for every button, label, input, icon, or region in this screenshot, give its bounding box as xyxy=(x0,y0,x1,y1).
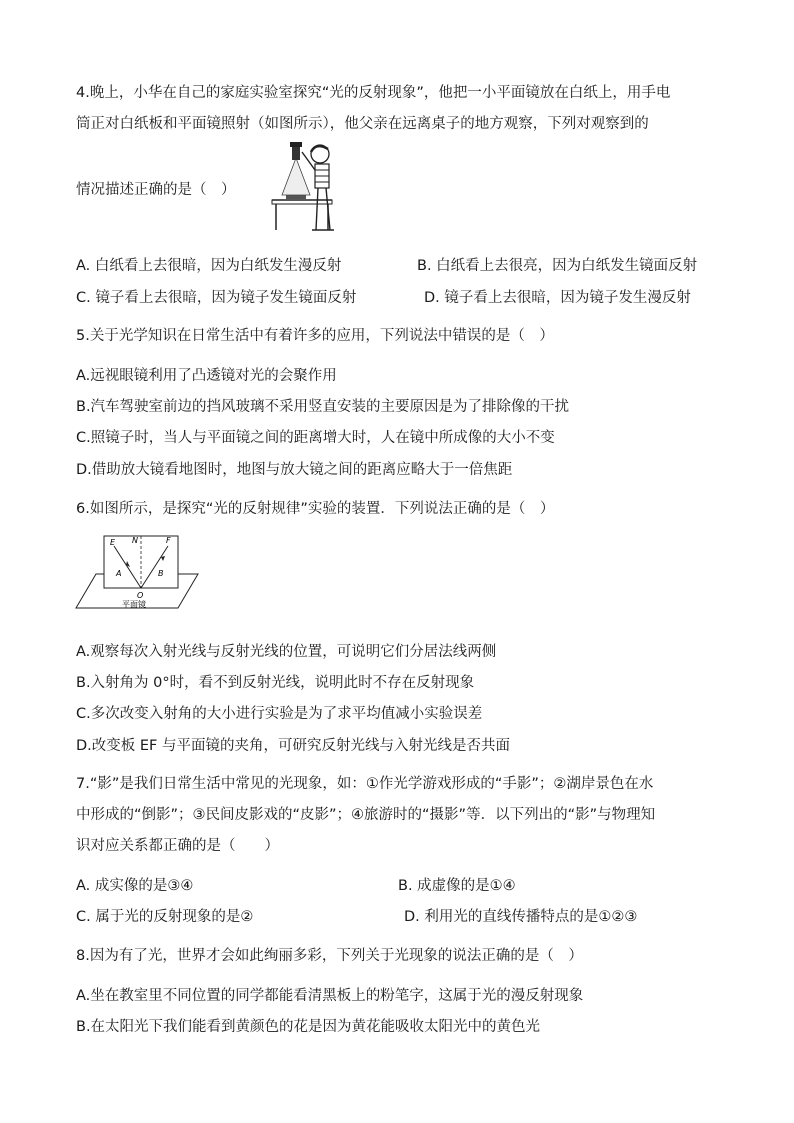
q8-option-a: A.坐在教室里不同位置的同学都能看清黑板上的粉笔字，这属于光的漫反射现象 xyxy=(76,988,584,1004)
q8-option-b: B.在太阳光下我们能看到黄颜色的花是因为黄花能吸收太阳光中的黄色光 xyxy=(76,1019,541,1035)
q7-stem-line-1: 7.“影”是我们日常生活中常见的光现象，如：①作光学游戏形成的“手影”；②湖岸景色在水 xyxy=(76,776,654,792)
label-o: O xyxy=(137,591,144,600)
q8-stem: 8.因为有了光，世界才会如此绚丽多彩，下列关于光现象的说法正确的是（ ） xyxy=(76,948,583,964)
q6-option-c: C.多次改变入射角的大小进行实验是为了求平均值减小实验误差 xyxy=(76,706,483,722)
q6-stem: 6.如图所示，是探究“光的反射规律”实验的装置．下列说法正确的是（ ） xyxy=(76,501,555,517)
q4-option-c: C. 镜子看上去很暗，因为镜子发生镜面反射 xyxy=(76,290,357,306)
q7-option-c: C. 属于光的反射现象的是② xyxy=(76,909,254,925)
q4-option-d: D. 镜子看上去很暗，因为镜子发生漫反射 xyxy=(424,290,691,306)
q7-stem-line-3: 识对应关系都正确的是（ ） xyxy=(76,838,279,854)
q7-option-a: A. 成实像的是③④ xyxy=(76,878,194,894)
q7-option-d: D. 利用光的直线传播特点的是①②③ xyxy=(404,909,638,925)
label-n: N xyxy=(132,536,138,545)
q6-option-d: D.改变板 EF 与平面镜的夹角，可研究反射光线与入射光线是否共面 xyxy=(76,738,510,754)
q4-option-a: A. 白纸看上去很暗，因为白纸发生漫反射 xyxy=(76,258,342,274)
q7-stem-line-2: 中形成的“倒影”；③民间皮影戏的“皮影”；④旅游时的“摄影”等．以下列出的“影”与物理知 xyxy=(76,807,656,823)
label-f: F xyxy=(166,536,171,545)
q4-stem-line-1: 4.晚上，小华在自己的家庭实验室探究“光的反射现象”，他把一小平面镜放在白纸上，用手电 xyxy=(76,85,671,101)
q6-option-b: B.入射角为 0°时，看不到反射光线，说明此时不存在反射现象 xyxy=(76,675,475,691)
q5-option-c: C.照镜子时，当人与平面镜之间的距离增大时，人在镜中所成像的大小不变 xyxy=(76,430,555,446)
q5-option-b: B.汽车驾驶室前边的挡风玻璃不采用竖直安装的主要原因是为了排除像的干扰 xyxy=(76,399,570,415)
flashlight-mirror-illustration xyxy=(270,140,360,232)
reflection-law-apparatus-diagram xyxy=(74,532,200,616)
q6-option-a: A.观察每次入射光线与反射光线的位置，可说明它们分居法线两侧 xyxy=(76,644,497,660)
q5-stem: 5.关于光学知识在日常生活中有着许多的应用，下列说法中错误的是（ ） xyxy=(76,328,554,344)
q4-stem-line-2: 筒正对白纸板和平面镜照射（如图所示），他父亲在远离桌子的地方观察，下列对观察到的 xyxy=(76,116,649,132)
label-a: A xyxy=(116,569,122,578)
q7-option-b: B. 成虚像的是①④ xyxy=(398,878,516,894)
q4-stem-line-3: 情况描述正确的是（ ） xyxy=(76,182,236,198)
q5-option-d: D.借助放大镜看地图时，地图与放大镜之间的距离应略大于一倍焦距 xyxy=(76,462,513,478)
label-e: E xyxy=(110,538,116,547)
q4-option-b: B. 白纸看上去很亮，因为白纸发生镜面反射 xyxy=(417,258,698,274)
label-b: B xyxy=(158,569,164,578)
q5-option-a: A.远视眼镜利用了凸透镜对光的会聚作用 xyxy=(76,368,337,384)
label-plane-mirror: 平面镜 xyxy=(122,600,146,609)
